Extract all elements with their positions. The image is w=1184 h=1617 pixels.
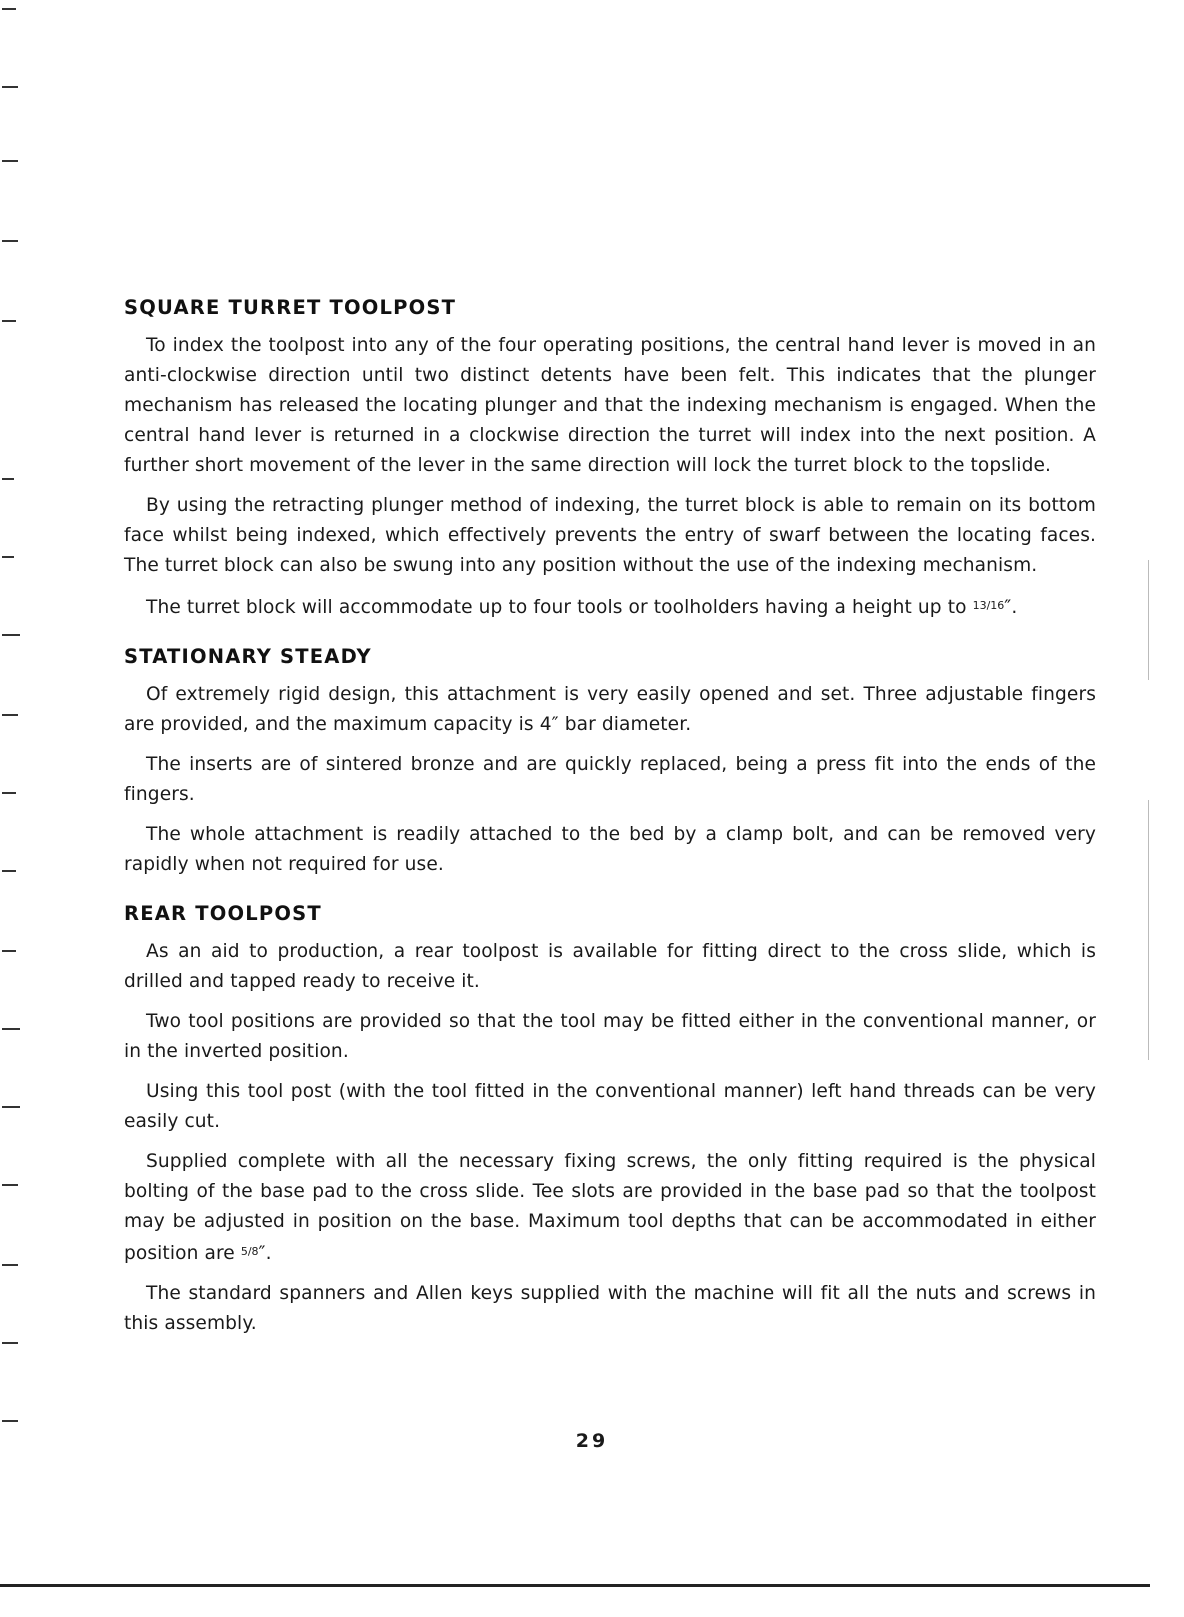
paragraph: To index the toolpost into any of the four operating positions, the central hand lever is moved in an anti-clockwise direction until two distinct detents have been felt. This indicates that the plunger mechanism has released the locating plunger and that the indexing mechanism is engaged. When the central hand lever is returned in a clockwise direction the turret will index into the next position. A further short movement of the lever in the same direction will lock the turret block to the topslide.	[124, 335, 1096, 476]
margin-mark	[2, 1264, 18, 1266]
margin-mark	[2, 634, 20, 636]
paragraph: As an aid to production, a rear toolpost is available for fitting direct to the cross slide, which is drilled and tapped ready to receive it.	[124, 941, 1096, 992]
fraction: 13/16	[972, 599, 1005, 612]
margin-mark	[2, 1106, 20, 1108]
margin-mark	[2, 1420, 18, 1422]
inch-mark: ″.	[1004, 597, 1018, 618]
paragraph: The standard spanners and Allen keys supplied with the machine will fit all the nuts and screws in this assembly.	[124, 1283, 1096, 1334]
section-stationary-steady	[124, 645, 1096, 880]
paragraph: Using this tool post (with the tool fitted in the conventional manner) left hand threads can be very easily cut.	[124, 1081, 1096, 1132]
paragraph: Two tool positions are provided so that the tool may be fitted either in the conventional manner, or in the inverted position.	[124, 1011, 1096, 1062]
paragraph: The whole attachment is readily attached to the bed by a clamp bolt, and can be removed very rapidly when not required for use.	[124, 824, 1096, 875]
paragraph: Of extremely rigid design, this attachment is very easily opened and set. Three adjustable fingers are provided, and the maximum capacity is 4″ bar diameter.	[124, 684, 1096, 735]
margin-mark	[2, 1342, 18, 1344]
paragraph-with-fraction	[124, 1147, 1096, 1269]
margin-mark	[2, 714, 18, 716]
margin-mark	[2, 160, 18, 162]
margin-mark	[2, 8, 16, 10]
page-number: 29	[575, 1430, 609, 1452]
margin-mark	[2, 240, 18, 242]
section-rear-toolpost	[124, 902, 1096, 1339]
edge-line	[1148, 560, 1149, 680]
fraction: 5/8	[240, 1245, 259, 1258]
edge-line	[1148, 800, 1149, 1060]
page-content	[124, 296, 1096, 1349]
margin-mark	[2, 870, 16, 872]
paragraph-text: The turret block will accommodate up to four tools or toolholders having a height up to	[146, 597, 973, 618]
inch-mark: ″.	[258, 1243, 272, 1264]
paragraph-with-fraction	[124, 591, 1096, 623]
margin-mark	[2, 556, 14, 558]
section-heading: SQUARE TURRET TOOLPOST	[124, 296, 457, 319]
margin-mark	[2, 86, 18, 88]
margin-mark	[2, 478, 14, 480]
paragraph-text: Supplied complete with all the necessary fixing screws, the only fitting required is the physical bolting of the base pad to the cross slide. Tee slots are provided in the base pad so that the toolpost may be adjusted in position on the base. Maximum tool depths that can be accommodated in either position are	[124, 1151, 1096, 1264]
paragraph: The inserts are of sintered bronze and are quickly replaced, being a press fit into the ends of the fingers.	[124, 754, 1096, 805]
section-heading: STATIONARY STEADY	[124, 645, 372, 668]
section-square-turret-toolpost	[124, 296, 1096, 623]
margin-mark	[2, 1028, 20, 1030]
margin-mark	[2, 950, 16, 952]
margin-mark	[2, 320, 16, 322]
margin-mark	[2, 1184, 18, 1186]
section-heading: REAR TOOLPOST	[124, 902, 322, 925]
paragraph: By using the retracting plunger method of indexing, the turret block is able to remain on its bottom face whilst being indexed, which effectively prevents the entry of swarf between the locating faces. The turret block can also be swung into any position without the use of the indexing mechanism.	[124, 495, 1096, 576]
bottom-rule	[0, 1584, 1150, 1587]
margin-mark	[2, 792, 16, 794]
